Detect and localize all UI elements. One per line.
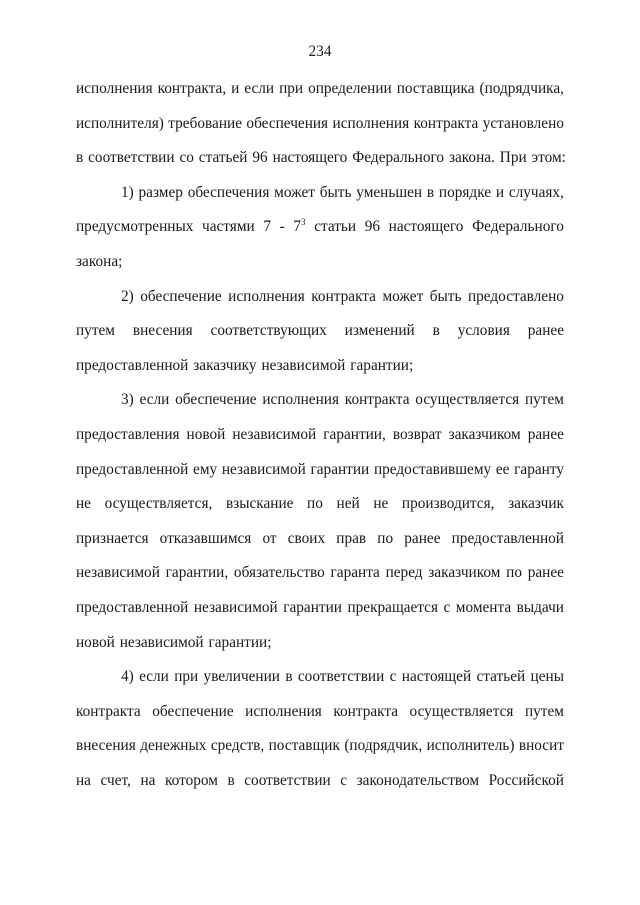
text-line: контракта обеспечение исполнения контракта осуществляется путем	[76, 702, 564, 720]
text-line: предусмотренных частями 7 - $7^3$ статьи 96 настоящего Федерального	[76, 217, 564, 236]
document-body	[76, 72, 564, 798]
text-line: новой независимой гарантии;	[76, 633, 272, 651]
text-line: предоставленной независимой гарантии прекращается с момента выдачи	[76, 598, 564, 616]
paragraph	[76, 176, 564, 280]
text-line: 4) если при увеличении в соответствии с настоящей статьей цены	[121, 668, 564, 686]
text-line: независимой гарантии, обязательство гаранта перед заказчиком по ранее	[76, 564, 564, 582]
text-line: 2) обеспечение исполнения контракта может быть предоставлено	[121, 287, 564, 305]
text-line: не осуществляется, взыскание по ней не производится, заказчик	[76, 495, 564, 513]
text-line: исполнения контракта, и если при определении поставщика (подрядчика,	[76, 80, 564, 97]
text-line: 1) размер обеспечения может быть уменьшен в порядке и случаях,	[121, 183, 564, 201]
text-line: путем внесения соответствующих изменений в условия ранее	[76, 322, 564, 340]
paragraph	[76, 660, 564, 798]
text-line: исполнителя) требование обеспечения исполнения контракта установлено	[76, 114, 564, 132]
text-line: 3) если обеспечение исполнения контракта осуществляется путем	[121, 391, 564, 409]
page-number: 234	[308, 43, 332, 60]
text-line: предоставления новой независимой гарантии, возврат заказчиком ранее	[76, 425, 564, 443]
text-line: признается отказавшимся от своих прав по ранее предоставленной	[76, 529, 564, 547]
text-line: предоставленной заказчику независимой гарантии;	[76, 356, 414, 374]
text-line: предоставленной ему независимой гарантии предоставившему ее гаранту	[76, 460, 564, 478]
paragraph	[76, 280, 564, 384]
text-line: в соответствии со статьей 96 настоящего Федерального закона. При этом:	[76, 149, 566, 167]
paragraph	[76, 72, 564, 176]
text-line: на счет, на котором в соответствии с законодательством Российской	[76, 771, 564, 789]
paragraph	[76, 383, 564, 660]
text-line: закона;	[76, 252, 123, 270]
text-line: внесения денежных средств, поставщик (подрядчик, исполнитель) вносит	[76, 737, 564, 755]
